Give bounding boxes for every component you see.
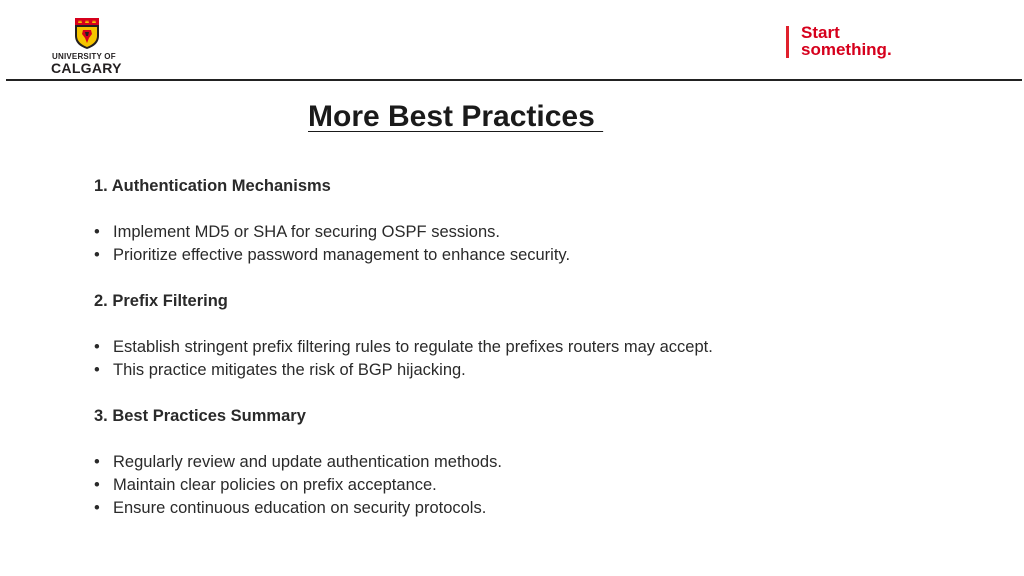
logo-text-calgary: CALGARY [51,60,122,76]
section-heading: 2. Prefix Filtering [94,292,228,310]
header-divider [6,79,1022,81]
section-summary [94,405,974,520]
brand-accent-bar [786,26,789,58]
section-prefix-filtering [94,290,974,382]
slide-header [0,0,1024,80]
bullet-item: • Ensure continuous education on security protocols. [94,497,974,520]
slide-content [94,175,974,520]
logo-text-university-of: UNIVERSITY OF [52,52,116,61]
bullet-item: • Regularly review and update authentication methods. [94,451,974,474]
bullet-list [94,221,974,267]
section-heading: 3. Best Practices Summary [94,407,306,425]
bullet-list [94,336,974,382]
section-heading: 1. Authentication Mechanisms [94,177,331,195]
bullet-item: • Prioritize effective password management to enhance security. [94,244,974,267]
bullet-list [94,451,974,520]
start-something-brand [786,24,926,60]
bullet-item: • This practice mitigates the risk of BGP hijacking. [94,359,974,382]
bullet-item: • Implement MD5 or SHA for securing OSPF sessions. [94,221,974,244]
brand-tagline-line1: Start [801,23,840,42]
university-logo [50,18,125,76]
brand-tagline-line2: something. [801,40,892,59]
crest-icon [74,18,100,50]
bullet-item: • Establish stringent prefix filtering rules to regulate the prefixes routers may accept. [94,336,974,359]
section-authentication [94,175,974,267]
bullet-item: • Maintain clear policies on prefix acceptance. [94,474,974,497]
brand-tagline [801,24,892,58]
slide-title: More Best Practices [308,100,604,133]
